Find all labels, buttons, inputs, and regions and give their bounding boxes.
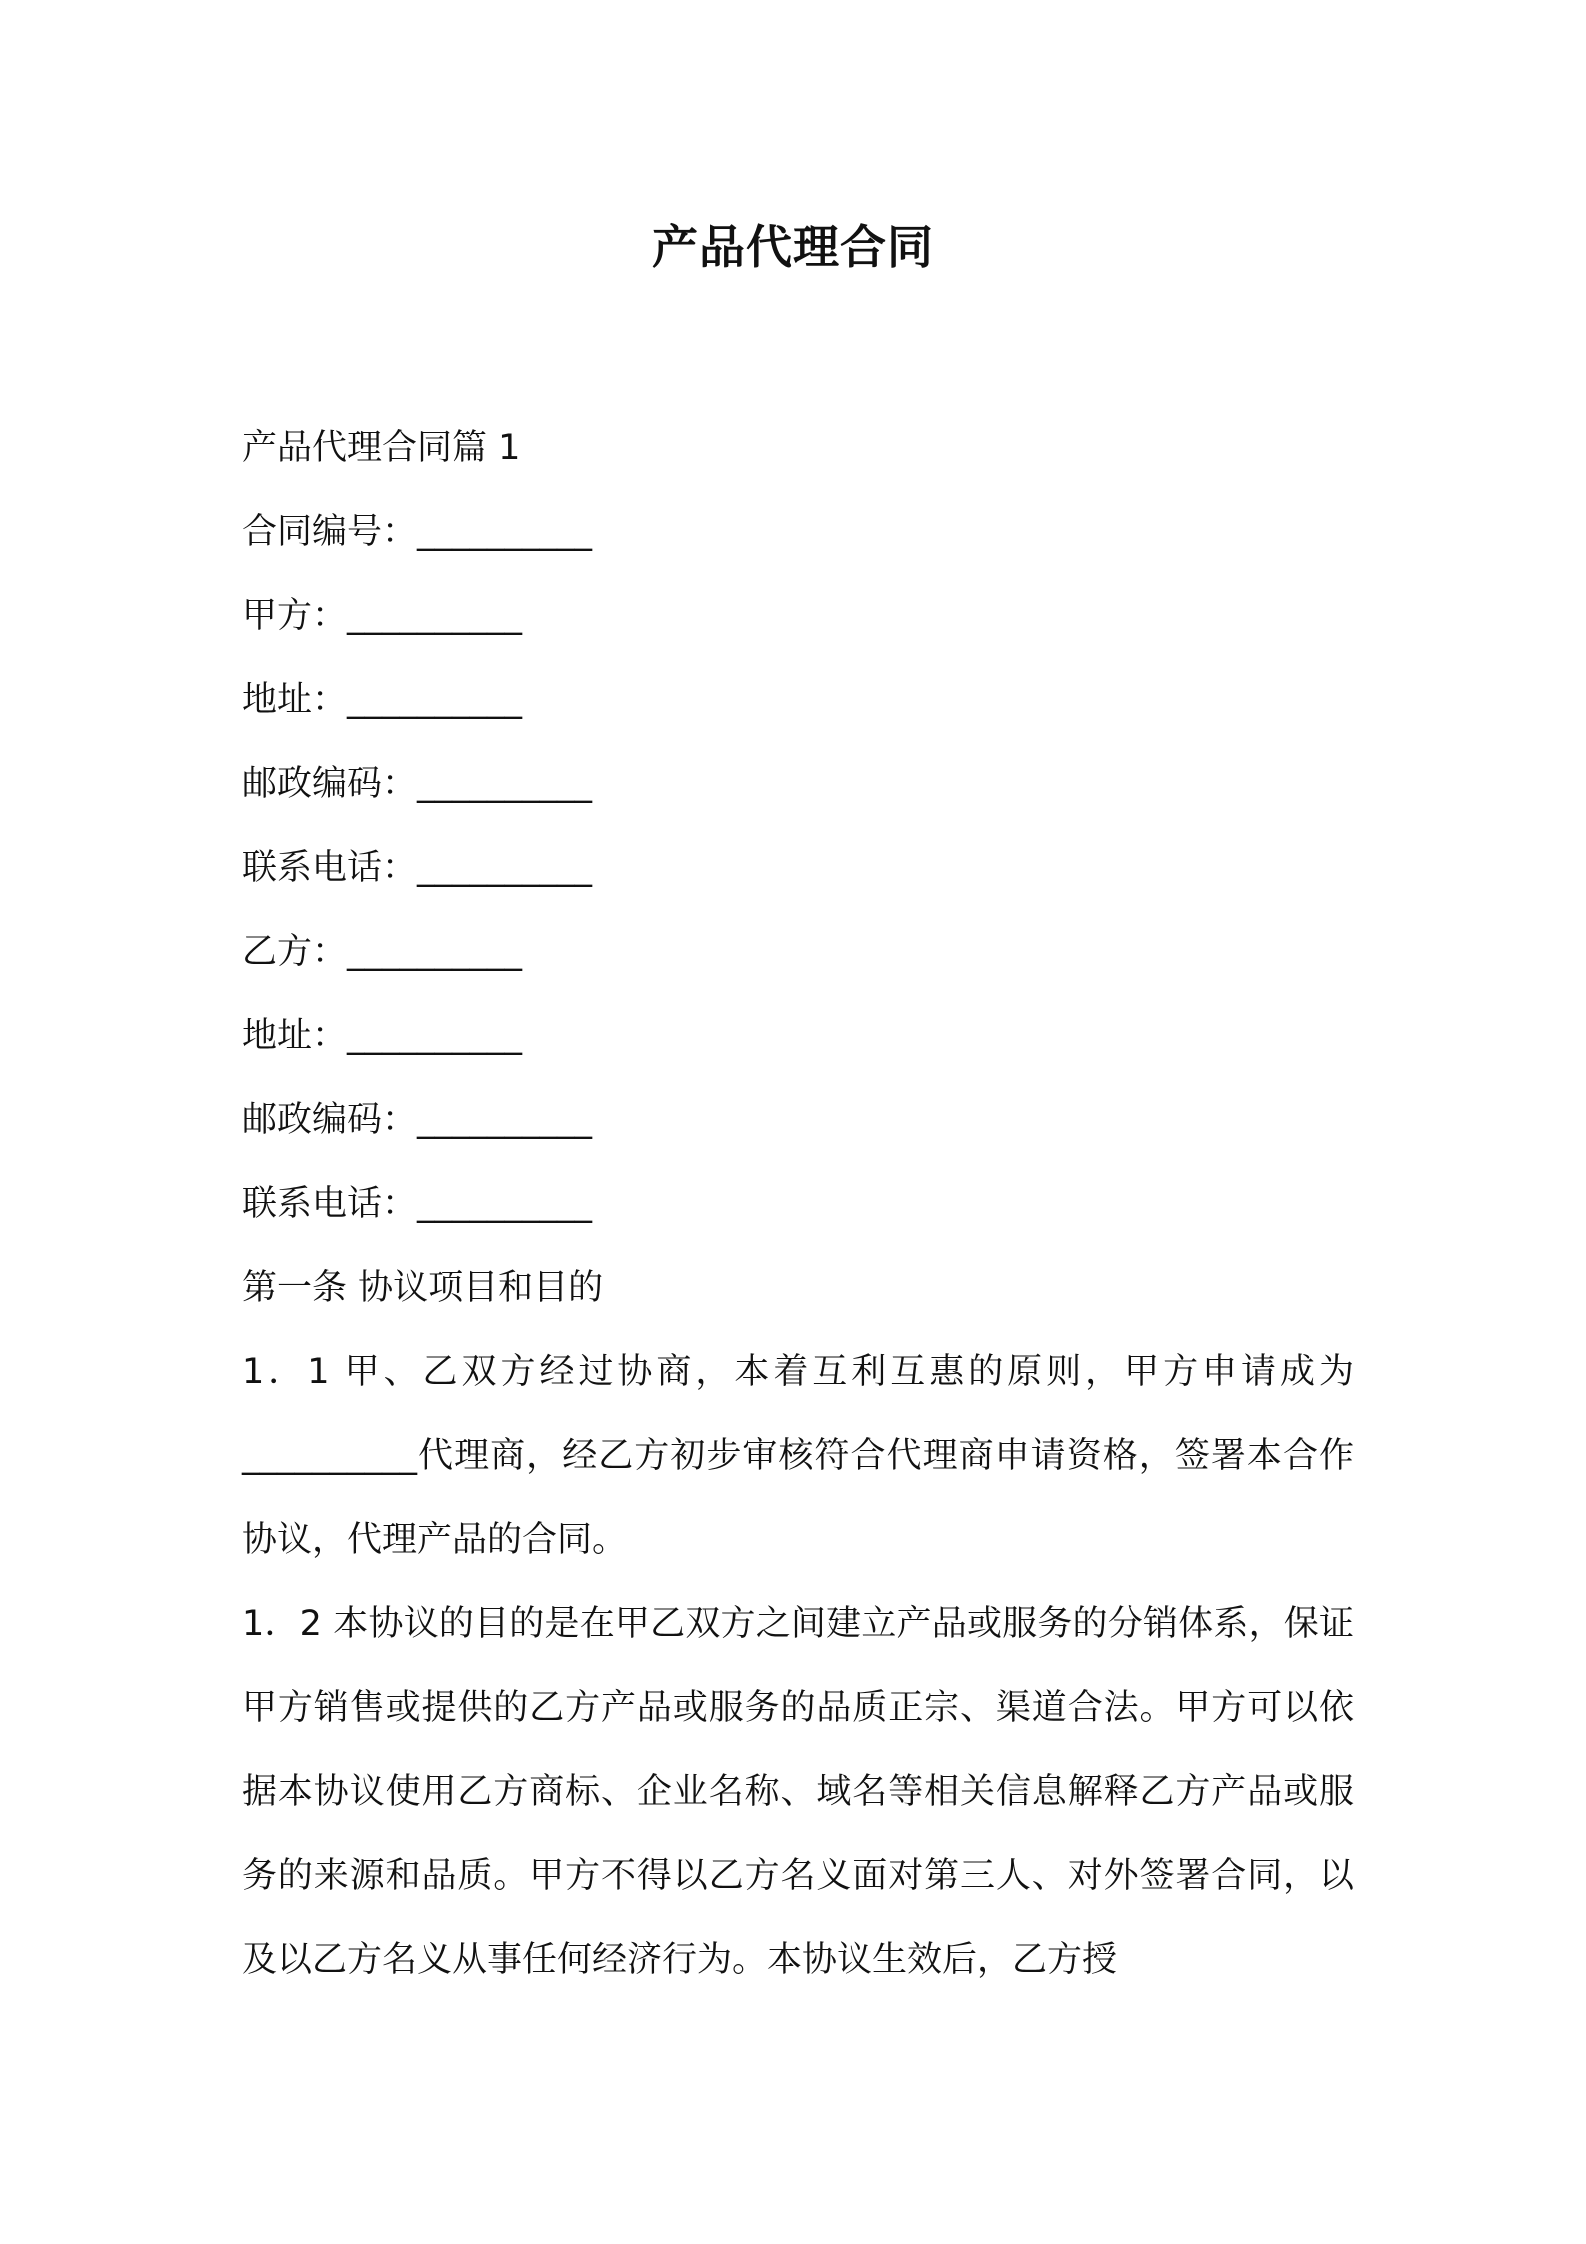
field-blank: __________ bbox=[417, 1184, 593, 1224]
field-party-a-phone bbox=[242, 826, 1354, 910]
field-label: 乙方： bbox=[242, 932, 348, 972]
clause-text: 本协议的目的是在甲乙双方之间建立产品或服务的分销体系，保证甲方销售或提供的乙方产品或服务的品质正宗、渠道合法。甲方可以依据本协议使用乙方商标、企业名称、域名等相关信息解释乙方产品或服务的来源和品质。甲方不得以乙方名义面对第三人、对外签署合同，以及以乙方名义从事任何经济行为。本协议生效后，乙方授 bbox=[242, 1604, 1354, 1980]
field-label: 甲方： bbox=[242, 596, 348, 636]
field-label: 地址： bbox=[242, 680, 348, 720]
field-party-a-address bbox=[242, 658, 1354, 742]
field-party-a bbox=[242, 574, 1354, 658]
clause-1-1 bbox=[242, 1330, 1354, 1582]
field-blank: __________ bbox=[347, 680, 523, 720]
field-label: 邮政编码： bbox=[242, 1100, 418, 1140]
clause-number: 1．1 bbox=[242, 1352, 345, 1392]
field-party-b-phone bbox=[242, 1162, 1354, 1246]
clause-text: 甲、乙双方经过协商，本着互利互惠的原则，甲方申请成为__________代理商，经乙方初步审核符合代理商申请资格，签署本合作协议，代理产品的合同。 bbox=[242, 1352, 1354, 1560]
field-party-b-postcode bbox=[242, 1078, 1354, 1162]
field-blank: __________ bbox=[417, 512, 593, 552]
field-blank: __________ bbox=[347, 596, 523, 636]
field-label: 联系电话： bbox=[242, 1184, 418, 1224]
field-party-a-postcode bbox=[242, 742, 1354, 826]
article-heading: 第一条 协议项目和目的 bbox=[242, 1268, 604, 1308]
field-label: 合同编号： bbox=[242, 512, 418, 552]
field-label: 地址： bbox=[242, 1016, 348, 1056]
clause-number: 1．2 bbox=[242, 1604, 334, 1644]
field-party-b-address bbox=[242, 994, 1354, 1078]
field-blank: __________ bbox=[347, 1016, 523, 1056]
field-blank: __________ bbox=[347, 932, 523, 972]
field-blank: __________ bbox=[417, 764, 593, 804]
section-heading: 产品代理合同篇 1 bbox=[242, 428, 521, 468]
field-party-b bbox=[242, 910, 1354, 994]
field-label: 联系电话： bbox=[242, 848, 418, 888]
field-blank: __________ bbox=[417, 1100, 593, 1140]
clause-1-2 bbox=[242, 1582, 1354, 2002]
document-body bbox=[242, 406, 1354, 2002]
field-label: 邮政编码： bbox=[242, 764, 418, 804]
field-blank: __________ bbox=[417, 848, 593, 888]
field-contract-number bbox=[242, 490, 1354, 574]
document-title: 产品代理合同 bbox=[652, 220, 934, 274]
